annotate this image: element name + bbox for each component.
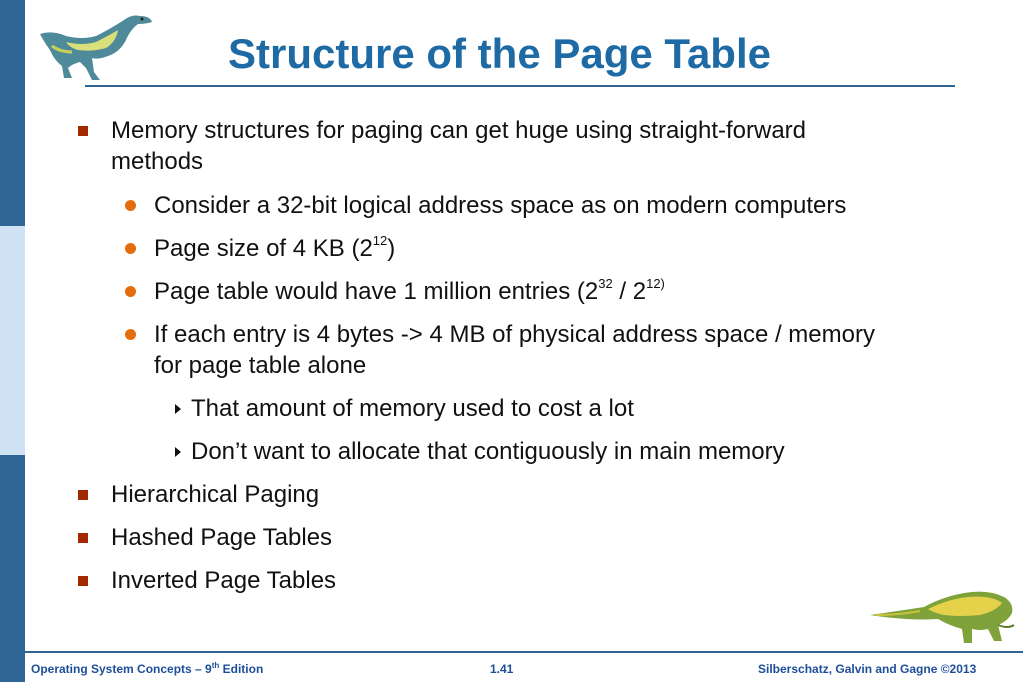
dot-bullet-icon [125, 200, 136, 211]
bullet-entry-size-line2: for page table alone [154, 352, 367, 379]
bullet-entry-size-line1: If each entry is 4 bytes -> 4 MB of physical address space / memory [154, 321, 875, 348]
square-bullet-icon [78, 533, 88, 543]
square-bullet-icon [78, 490, 88, 500]
entries-exponent-32: 32 [598, 276, 613, 291]
square-bullet-icon [78, 126, 88, 136]
footer-edition-suffix: th [211, 661, 220, 670]
dot-bullet-icon [125, 286, 136, 297]
entries-exponent-12: 12) [646, 276, 665, 291]
square-bullet-icon [78, 576, 88, 586]
footer-page-number: 1.41 [490, 662, 514, 676]
bullet-inverted-page-tables: Inverted Page Tables [111, 567, 337, 594]
bullet-contiguous: Don’t want to allocate that contiguously in main memory [191, 438, 785, 465]
bullet-hashed-page-tables: Hashed Page Tables [111, 524, 333, 551]
footer-book-title-text: Operating System Concepts – 9 [31, 662, 212, 676]
slide-title: Structure of the Page Table [228, 30, 771, 77]
dot-bullet-icon [125, 243, 136, 254]
bullet-page-size [154, 233, 395, 264]
dot-bullet-icon [125, 329, 136, 340]
entries-text: Page table would have 1 million entries (2 [154, 278, 599, 305]
page-size-exponent: 12 [372, 233, 388, 248]
entries-divider: / 2 [612, 278, 647, 305]
footer-book-title [31, 662, 263, 676]
bullet-memory-structures-line2: methods [111, 148, 204, 175]
triangle-arrow-icon [175, 447, 181, 457]
triangle-arrow-icon [175, 404, 181, 414]
bullet-hierarchical-paging: Hierarchical Paging [111, 481, 320, 508]
bullet-cost-a-lot: That amount of memory used to cost a lot [191, 395, 634, 422]
footer-rule [25, 651, 1023, 653]
footer-authors: Silberschatz, Galvin and Gagne ©2013 [758, 662, 977, 676]
page-size-close: ) [387, 235, 396, 262]
bullet-million-entries [154, 276, 665, 307]
page-size-text: Page size of 4 KB (2 [154, 235, 373, 262]
bullet-32bit-address: Consider a 32-bit logical address space as on modern computers [154, 192, 847, 219]
footer-edition-text: Edition [219, 662, 264, 676]
dinosaur-icon [868, 585, 1016, 647]
bullet-memory-structures-line1: Memory structures for paging can get huge using straight-forward [111, 117, 807, 144]
